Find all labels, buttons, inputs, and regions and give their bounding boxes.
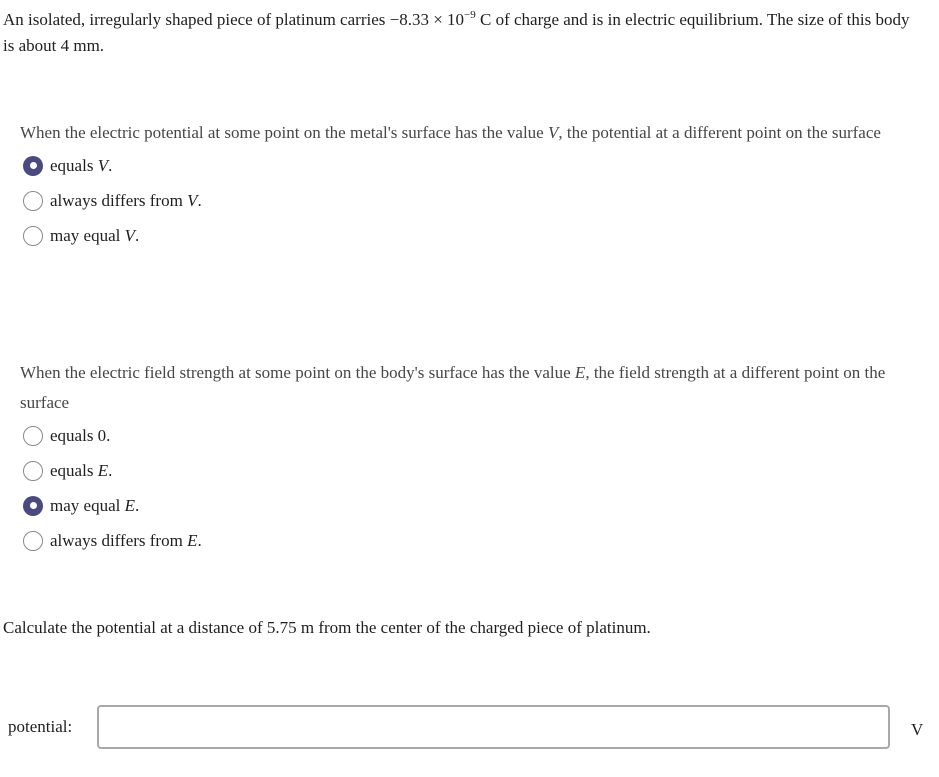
question-potential-text: When the electric potential at some point on the metal's surface has the value V, the potential at a different point on the surface	[20, 123, 881, 142]
question-field-strength-options	[20, 418, 920, 558]
option-equals-v[interactable]	[20, 148, 920, 183]
radio-button[interactable]	[23, 426, 43, 446]
radio-button-selected[interactable]	[23, 496, 43, 516]
calculation-prompt: Calculate the potential at a distance of 5.75 m from the center of the charged piece of platinum.	[3, 618, 651, 637]
question-potential	[20, 118, 920, 253]
question-field-strength	[20, 358, 920, 558]
option-equals-e[interactable]	[20, 453, 920, 488]
option-label: equals 0.	[50, 425, 111, 445]
option-equals-zero[interactable]	[20, 418, 920, 453]
problem-text-part2: C of charge and is in electric equilibrium. The size of this body is about 4 mm.	[3, 10, 910, 55]
option-label: may equal E.	[50, 495, 140, 515]
option-always-differs-from-v[interactable]	[20, 183, 920, 218]
problem-text-part1: An isolated, irregularly shaped piece of platinum carries −8.33 × 10	[3, 10, 465, 29]
charge-exponent: −9	[464, 9, 476, 21]
radio-button[interactable]	[23, 531, 43, 551]
problem-statement	[3, 7, 923, 59]
option-label: always differs from V.	[50, 190, 202, 210]
question-field-strength-text: When the electric field strength at some point on the body's surface has the value E, the field strength at a different point on the surface	[20, 363, 886, 412]
unit-label: V	[911, 720, 924, 739]
radio-button[interactable]	[23, 191, 43, 211]
option-label: always differs from E.	[50, 530, 202, 550]
option-may-equal-e[interactable]	[20, 488, 920, 523]
option-label: may equal V.	[50, 225, 140, 245]
radio-button-selected[interactable]	[23, 156, 43, 176]
option-always-differs-from-e[interactable]	[20, 523, 920, 558]
radio-button[interactable]	[23, 461, 43, 481]
option-label: equals E.	[50, 460, 113, 480]
potential-input[interactable]	[97, 705, 890, 749]
option-label: equals V.	[50, 155, 113, 175]
answer-label: potential:	[8, 717, 73, 736]
question-potential-options	[20, 148, 920, 253]
option-may-equal-v[interactable]	[20, 218, 920, 253]
radio-button[interactable]	[23, 226, 43, 246]
answer-row	[0, 705, 939, 749]
